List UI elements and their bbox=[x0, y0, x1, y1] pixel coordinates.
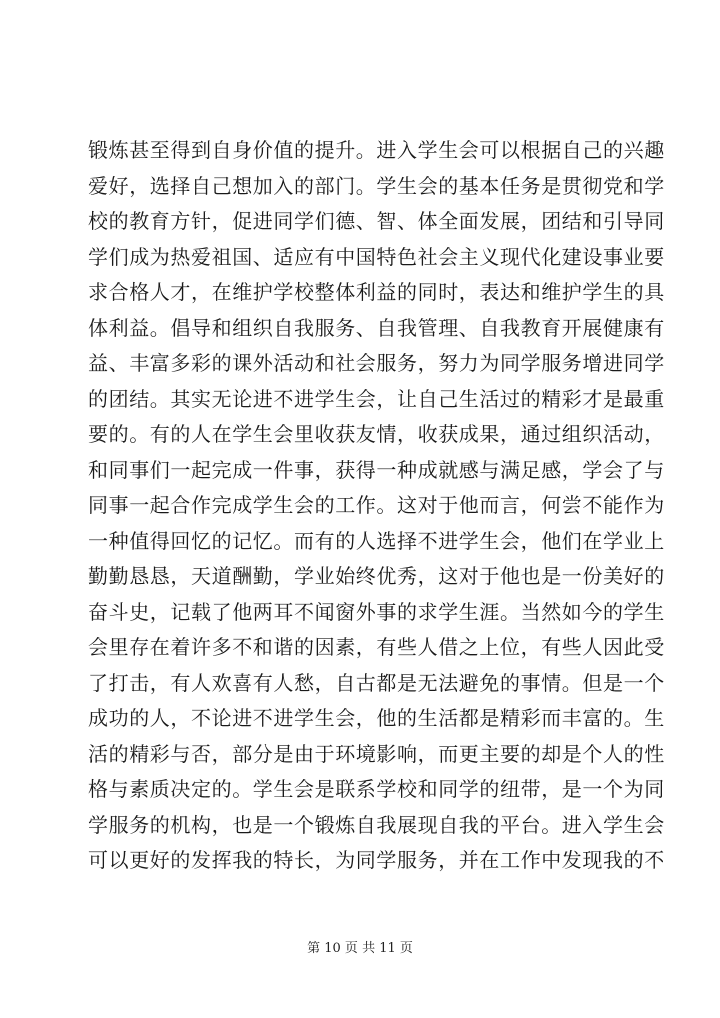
text-line: 体利益。倡导和组织自我服务、自我管理、自我教育开展健康有 bbox=[88, 315, 665, 340]
text-line: 同事一起合作完成学生会的工作。这对于他而言，何尝不能作为 bbox=[88, 493, 665, 517]
text-line: 一种值得回忆的记忆。而有的人选择不进学生会，他们在学业上 bbox=[88, 528, 665, 553]
text-line: 学服务的机构，也是一个锻炼自我展现自我的平台。进入学生会 bbox=[88, 812, 665, 837]
text-line: 勤勤恳恳，天道酬勤，学业始终优秀，这对于他也是一份美好的 bbox=[88, 564, 665, 588]
text-line: 活的精彩与否，部分是由于环境影响，而更主要的却是个人的性 bbox=[88, 741, 665, 766]
text-line: 要的。有的人在学生会里收获友情，收获成果，通过组织活动， bbox=[88, 422, 665, 446]
text-line: 求合格人才，在维护学校整体利益的同时，表达和维护学生的具 bbox=[88, 280, 665, 304]
text-line: 学们成为热爱祖国、适应有中国特色社会主义现代化建设事业要 bbox=[88, 244, 665, 269]
page-number-footer: 第 10 页 共 11 页 bbox=[307, 941, 413, 956]
text-line: 的团结。其实无论进不进学生会，让自己生活过的精彩才是最重 bbox=[88, 386, 665, 411]
body-text bbox=[88, 133, 665, 879]
text-line: 可以更好的发挥我的特长，为同学服务，并在工作中发现我的不 bbox=[88, 848, 665, 872]
text-line: 益、丰富多彩的课外活动和社会服务，努力为同学服务增进同学 bbox=[88, 351, 665, 375]
text-line: 和同事们一起完成一件事，获得一种成就感与满足感，学会了与 bbox=[88, 457, 665, 482]
text-line: 校的教育方针，促进同学们德、智、体全面发展，团结和引导同 bbox=[88, 209, 665, 233]
text-line: 奋斗史，记载了他两耳不闻窗外事的求学生涯。当然如今的学生 bbox=[88, 599, 665, 624]
text-line: 锻炼甚至得到自身价值的提升。进入学生会可以根据自己的兴趣 bbox=[88, 138, 665, 162]
text-line: 格与素质决定的。学生会是联系学校和同学的纽带，是一个为同 bbox=[88, 777, 665, 801]
text-line: 成功的人，不论进不进学生会，他的生活都是精彩而丰富的。生 bbox=[88, 706, 665, 730]
text-line: 爱好，选择自己想加入的部门。学生会的基本任务是贯彻党和学 bbox=[88, 173, 665, 198]
text-line: 会里存在着许多不和谐的因素，有些人借之上位，有些人因此受 bbox=[88, 635, 665, 659]
text-line: 了打击，有人欢喜有人愁，自古都是无法避免的事情。但是一个 bbox=[88, 670, 665, 695]
